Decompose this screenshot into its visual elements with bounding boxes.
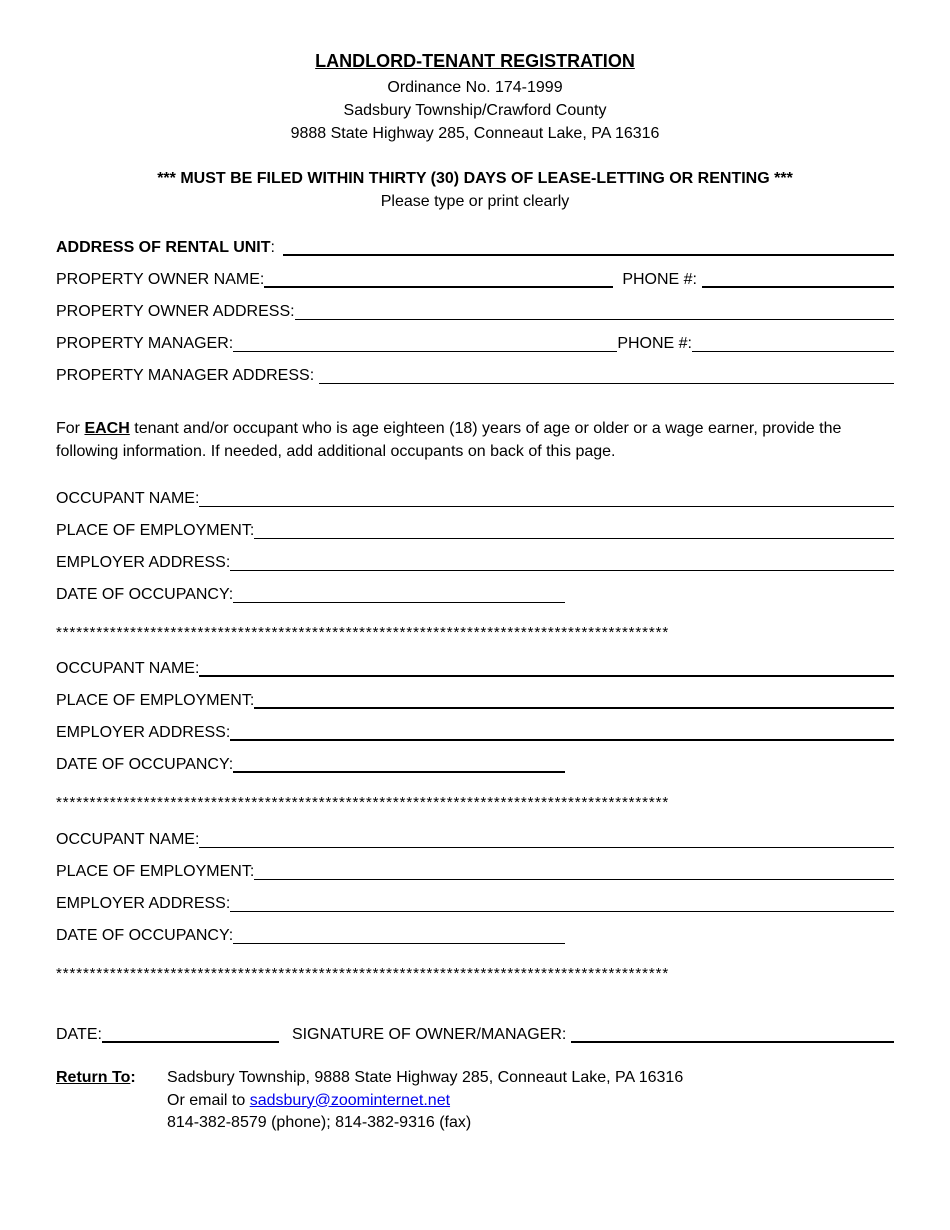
manager-phone-field[interactable] [692,335,894,352]
occupant-3-employer-address-field[interactable] [230,895,894,912]
occupant-1-date-field[interactable] [233,586,565,603]
instructions-rest: tenant and/or occupant who is age eighteen (18) years of age or older or a wage earner, provide the following information. If needed, add additional occupants on back of this page. [56,420,842,460]
signature-label: SIGNATURE OF OWNER/MANAGER: [291,1026,567,1043]
occupant-1-employer-address-row [56,549,894,573]
ordinance-number: Ordinance No. 174-1999 [387,79,563,96]
occupant-3-employment-row [56,858,894,882]
date-field[interactable] [102,1025,279,1043]
occupant-2-name-field[interactable] [199,659,894,677]
separator-2: ******************************************************************************************* [56,794,670,811]
occupant-1-name-label: OCCUPANT NAME: [56,490,200,507]
owner-phone-field[interactable] [702,270,894,288]
occupant-1-employment-row [56,517,894,541]
owner-phone-label: PHONE #: [622,271,697,288]
occupant-3-employer-address-row [56,890,894,914]
signature-field[interactable] [571,1025,894,1043]
occupant-3-name-field[interactable] [199,831,894,848]
occupant-1-employer-address-label: EMPLOYER ADDRESS: [56,554,231,571]
occupant-3-date-label: DATE OF OCCUPANCY: [56,927,234,944]
occupant-2-employer-address-field[interactable] [230,723,894,741]
owner-address-row [56,298,894,322]
instructions-emphasis: EACH [84,420,130,437]
occupant-1-name-row [56,485,894,509]
occupant-2-employer-address-row [56,719,894,743]
municipality-address: 9888 State Highway 285, Conneaut Lake, PA 16316 [290,125,660,142]
return-to-label: Return To: [56,1069,136,1086]
separator-3: ******************************************************************************************* [56,965,670,982]
rental-unit-colon: : [270,239,275,256]
return-phones: 814-382-8579 (phone); 814-382-9316 (fax) [167,1114,472,1131]
manager-field[interactable] [233,335,617,352]
occupant-2-name-label: OCCUPANT NAME: [56,660,200,677]
owner-name-field[interactable] [264,270,613,288]
occupant-2-date-row [56,751,894,775]
occupant-3-name-label: OCCUPANT NAME: [56,831,200,848]
occupant-2-name-row [56,655,894,679]
occupant-2-date-label: DATE OF OCCUPANCY: [56,756,234,773]
signature-row [56,1021,894,1045]
manager-address-label: PROPERTY MANAGER ADDRESS: [56,367,315,384]
occupant-1-name-field[interactable] [199,490,894,507]
occupant-3-employment-field[interactable] [254,863,894,880]
manager-phone-label: PHONE #: [617,335,692,352]
instructions-prefix: For [56,420,85,437]
manager-label: PROPERTY MANAGER: [56,335,234,352]
owner-address-field[interactable] [295,303,894,320]
occupant-1-date-row [56,581,894,605]
date-label: DATE: [56,1026,102,1043]
filing-notice: *** MUST BE FILED WITHIN THIRTY (30) DAYS OF LEASE-LETTING OR RENTING *** [157,170,793,187]
occupant-3-name-row [56,826,894,850]
occupant-1-employment-field[interactable] [254,522,894,539]
occupant-3-date-row [56,922,894,946]
rental-unit-row [56,234,894,258]
occupant-1-employment-label: PLACE OF EMPLOYMENT: [56,522,255,539]
municipality: Sadsbury Township/Crawford County [343,102,607,119]
rental-unit-field[interactable] [283,238,894,256]
return-address: Sadsbury Township, 9888 State Highway 285, Conneaut Lake, PA 16316 [167,1069,684,1086]
rental-unit-label: ADDRESS OF RENTAL UNIT [56,239,271,256]
email-link[interactable]: sadsbury@zoominternet.net [249,1091,451,1109]
manager-address-field[interactable] [319,367,894,384]
occupant-1-employer-address-field[interactable] [230,554,894,571]
occupant-2-employment-row [56,687,894,711]
occupant-3-employer-address-label: EMPLOYER ADDRESS: [56,895,231,912]
owner-address-label: PROPERTY OWNER ADDRESS: [56,303,295,320]
occupant-2-employer-address-label: EMPLOYER ADDRESS: [56,724,231,741]
separator-1: ******************************************************************************************* [56,624,670,641]
return-email-line [167,1090,450,1113]
form-title: LANDLORD-TENANT REGISTRATION [315,51,635,71]
owner-name-row [56,266,894,290]
occupant-3-date-field[interactable] [233,927,565,944]
print-instruction: Please type or print clearly [380,193,570,210]
email-prefix: Or email to [167,1091,250,1109]
manager-address-row [56,362,894,386]
occupant-1-date-label: DATE OF OCCUPANCY: [56,586,234,603]
owner-name-label: PROPERTY OWNER NAME: [56,271,265,288]
occupant-instructions [56,418,894,463]
occupant-2-employment-label: PLACE OF EMPLOYMENT: [56,692,255,709]
occupant-2-date-field[interactable] [233,755,565,773]
occupant-3-employment-label: PLACE OF EMPLOYMENT: [56,863,255,880]
occupant-2-employment-field[interactable] [254,691,894,709]
manager-row [56,330,894,354]
